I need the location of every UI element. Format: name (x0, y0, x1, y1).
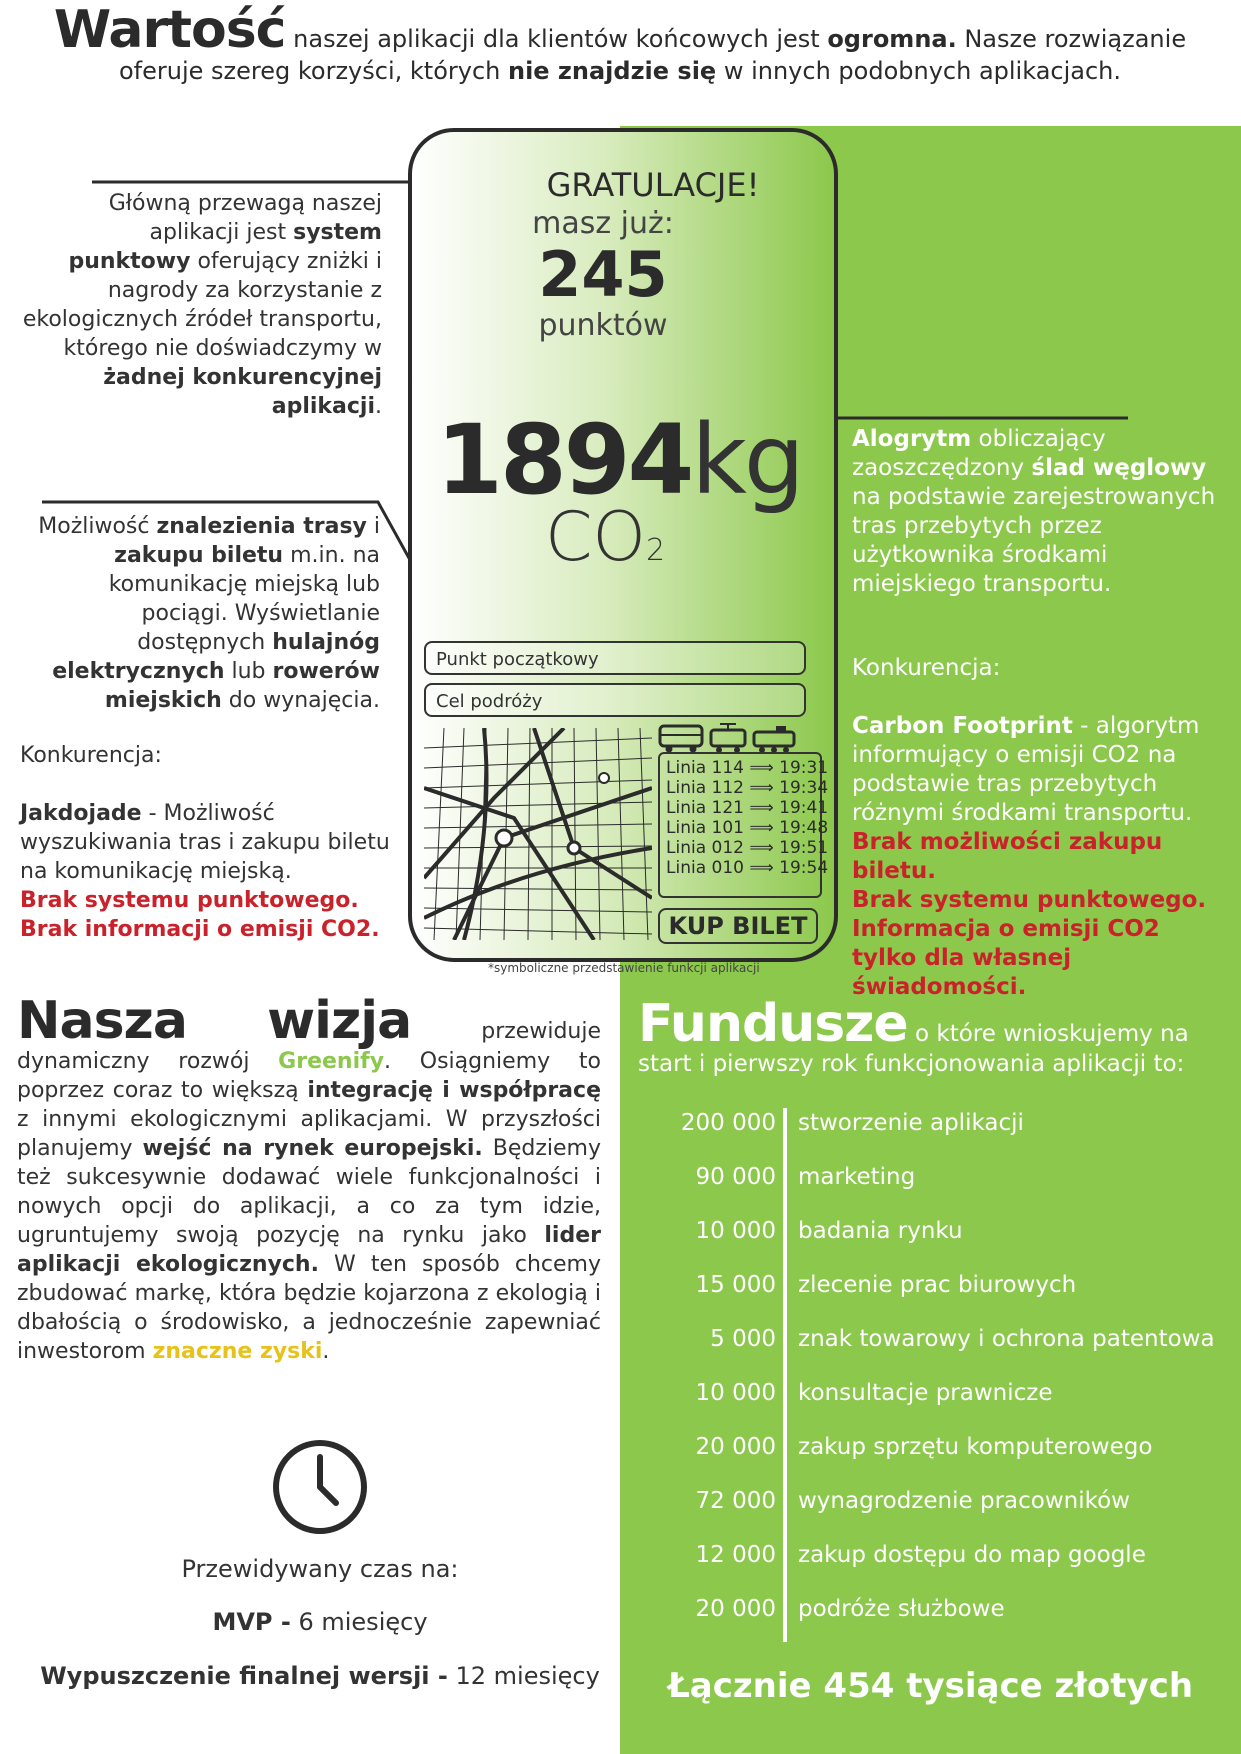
text: . (322, 1339, 330, 1364)
bold-text: ślad węglowy (1031, 455, 1207, 481)
text: z innymi ekologicznymi aplikacjami. W przyszłości planujemy (17, 1107, 601, 1161)
fund-amount: 12 000 (695, 1542, 776, 1568)
fund-label: podróże służbowe (798, 1596, 1005, 1622)
fund-item (640, 1218, 1241, 1272)
fund-label: znak towarowy i ochrona patentowa (798, 1326, 1215, 1352)
competition-heading: Konkurencja: (20, 743, 162, 768)
vision-title: Nasza wizja (17, 991, 412, 1051)
text: m.in. na komunikację miejską lub pociągi. Wyświetlanie dostępnych (108, 543, 380, 655)
competitor-weakness: Brak systemu punktowego. (20, 888, 359, 913)
competition-item (20, 799, 390, 886)
fund-label: zlecenie prac biurowych (798, 1272, 1077, 1298)
timeline-title: Przewidywany czas na: (181, 1555, 459, 1583)
bold-text: wejść na rynek europejski. (142, 1136, 483, 1161)
fund-item (640, 1164, 1241, 1218)
route-description (20, 512, 380, 715)
text: Będziemy też sukcesywnie dodawać wiele funkcjonalności i nowych opcji do aplikacji, a co za tym idzie, ugruntujemy swoją pozycję na rynku jako (17, 1136, 601, 1248)
congrats-text: GRATULACJE! (546, 166, 760, 204)
competitor-name: Carbon Footprint (852, 713, 1073, 739)
fund-amount: 72 000 (695, 1488, 776, 1514)
destination-input[interactable]: Cel podróży (424, 683, 806, 717)
fund-item (640, 1596, 1241, 1650)
fund-amount: 5 000 (710, 1326, 776, 1352)
train-icon (752, 722, 798, 754)
competitor-description: - Możliwość wyszukiwania tras i zakupu biletu na komunikację miejską. (20, 801, 390, 884)
fund-label: zakup dostępu do map google (798, 1542, 1146, 1568)
co2-saved-value (408, 404, 830, 516)
competitor-name: Jakdojade (20, 801, 142, 826)
funds-table (640, 1108, 1240, 1648)
header-text: naszej aplikacji dla klientów końcowych jest (285, 25, 828, 53)
text: Główną przewagą naszej aplikacji jest (108, 191, 382, 245)
tram-icon (708, 722, 748, 754)
fund-label: konsultacje prawnicze (798, 1380, 1053, 1406)
text: na podstawie zarejestrowanych tras przebytych przez użytkownika środkami miejskiego transportu. (852, 484, 1216, 597)
points-value: 245 (538, 238, 668, 311)
buy-ticket-button[interactable]: KUP BILET (658, 908, 818, 944)
competition-item (852, 712, 1232, 828)
fund-amount: 15 000 (695, 1272, 776, 1298)
departure-row[interactable]: Linia 114 ⟹ 19:31 (666, 758, 829, 778)
mvp-value: 6 miesięcy (290, 1608, 428, 1636)
text: W ten sposób chcemy zbudować markę, która będzie kojarzona z ekologią i dbałością o środowisko, a jednocześnie zapewniać inwestorom (17, 1252, 601, 1364)
bold-text: lider aplikacji ekologicznych. (17, 1223, 601, 1277)
fund-amount: 20 000 (695, 1596, 776, 1622)
bold-text: rowerów miejskich (104, 659, 380, 713)
algorithm-description (852, 425, 1222, 599)
fund-amount: 90 000 (695, 1164, 776, 1190)
timeline-mvp (20, 1608, 620, 1636)
phone-footnote: *symboliczne przedstawienie funkcji aplikacji (488, 961, 760, 975)
text: do wynajęcia. (221, 688, 380, 713)
co2-text: CO (544, 498, 646, 577)
text: . Osiągniemy to poprzez coraz to większą (17, 1049, 601, 1103)
bold-text: żadnej konkurencyjnej aplikacji (103, 365, 382, 419)
text: obliczający zaoszczędzony (852, 426, 1106, 481)
brand-name: Greenify (278, 1049, 385, 1074)
competitor-weakness: Brak możliwości zakupu biletu. (852, 829, 1163, 884)
departure-row[interactable]: Linia 010 ⟹ 19:54 (666, 858, 829, 878)
vision-section (17, 991, 601, 1366)
bold-text: integrację i współpracę (307, 1078, 601, 1103)
fund-item (640, 1488, 1241, 1542)
text: Możliwość (38, 514, 157, 539)
competitor-weakness: Brak systemu punktowego. (852, 887, 1207, 913)
clock-icon (270, 1437, 370, 1537)
header-title: Wartość (53, 0, 286, 60)
fund-label: marketing (798, 1164, 916, 1190)
departure-row[interactable]: Linia 112 ⟹ 19:34 (666, 778, 829, 798)
departure-row[interactable]: Linia 121 ⟹ 19:41 (666, 798, 829, 818)
final-label: Wypuszczenie finalnej wersji - (40, 1662, 448, 1690)
co2-subscript: 2 (645, 533, 666, 568)
fund-label: badania rynku (798, 1218, 963, 1244)
mvp-label: MVP - (212, 1608, 291, 1636)
bold-text: Alogrytm (852, 426, 972, 452)
competition-left (20, 741, 390, 944)
competitor-description: - algorytm informujący o emisji CO2 na podstawie tras przebytych różnymi środkami transportu. (852, 713, 1200, 826)
start-point-input[interactable]: Punkt początkowy (424, 641, 806, 675)
text: lub (224, 659, 273, 684)
phone-mockup (408, 128, 838, 962)
funds-intro (638, 994, 1228, 1079)
co2-label (394, 500, 816, 589)
city-map (424, 728, 652, 940)
competition-heading: Konkurencja: (852, 655, 1001, 681)
departures-list (658, 752, 829, 898)
text: i (366, 514, 380, 539)
fund-amount: 10 000 (695, 1380, 776, 1406)
fund-item (640, 1434, 1241, 1488)
bold-text: hulajnóg elektrycznych (52, 630, 380, 684)
co2-unit: kg (691, 404, 802, 516)
timeline-final (20, 1662, 620, 1690)
fund-amount: 200 000 (680, 1110, 776, 1136)
funds-total: Łącznie 454 tysiące złotych (667, 1666, 1194, 1706)
fund-item (640, 1542, 1241, 1596)
fund-amount: 10 000 (695, 1218, 776, 1244)
funds-intro-text: o które wnioskujemy na start i pierwszy rok funkcjonowania aplikacji to: (638, 1021, 1189, 1077)
fund-item (640, 1272, 1241, 1326)
points-unit: punktów (538, 308, 668, 343)
header-bold: ogromna. (827, 25, 957, 53)
final-value: 12 miesięcy (447, 1662, 600, 1690)
departure-row[interactable]: Linia 012 ⟹ 19:51 (666, 838, 829, 858)
text: oferujący zniżki i nagrody za korzystanie z ekologicznych źródeł transportu, którego nie doświadczymy w (22, 249, 382, 361)
competitor-weakness: Informacja o emisji CO2 tylko dla własnej świadomości. (852, 916, 1160, 1000)
co2-number: 1894 (436, 404, 692, 516)
competitor-weakness: Brak informacji o emisji CO2. (20, 917, 380, 942)
points-label: masz już: (532, 206, 674, 241)
fund-label: wynagrodzenie pracowników (798, 1488, 1130, 1514)
text: przewiduje dynamiczny rozwój (17, 1019, 601, 1074)
fund-label: zakup sprzętu komputerowego (798, 1434, 1153, 1460)
text: . (375, 394, 382, 419)
bold-text: znalezienia trasy (156, 514, 367, 539)
funds-title: Fundusze (638, 994, 908, 1054)
header-text: Nasze rozwiązanie oferuje szereg korzyści, których (118, 25, 1187, 85)
header-bold: nie znajdzie się (507, 57, 717, 85)
departure-row[interactable]: Linia 101 ⟹ 19:48 (666, 818, 829, 838)
fund-amount: 20 000 (695, 1434, 776, 1460)
header-text: w innych podobnych aplikacjach. (716, 57, 1122, 85)
competition-right (852, 654, 1232, 1002)
fund-item (640, 1110, 1241, 1164)
fund-item (640, 1380, 1241, 1434)
bus-icon (658, 724, 704, 754)
points-system-description (20, 189, 382, 421)
bold-text: zakupu biletu (114, 543, 284, 568)
bold-text: system punktowy (68, 220, 382, 274)
highlight-text: znaczne zyski (152, 1339, 323, 1364)
fund-item (640, 1326, 1241, 1380)
fund-label: stworzenie aplikacji (798, 1110, 1024, 1136)
